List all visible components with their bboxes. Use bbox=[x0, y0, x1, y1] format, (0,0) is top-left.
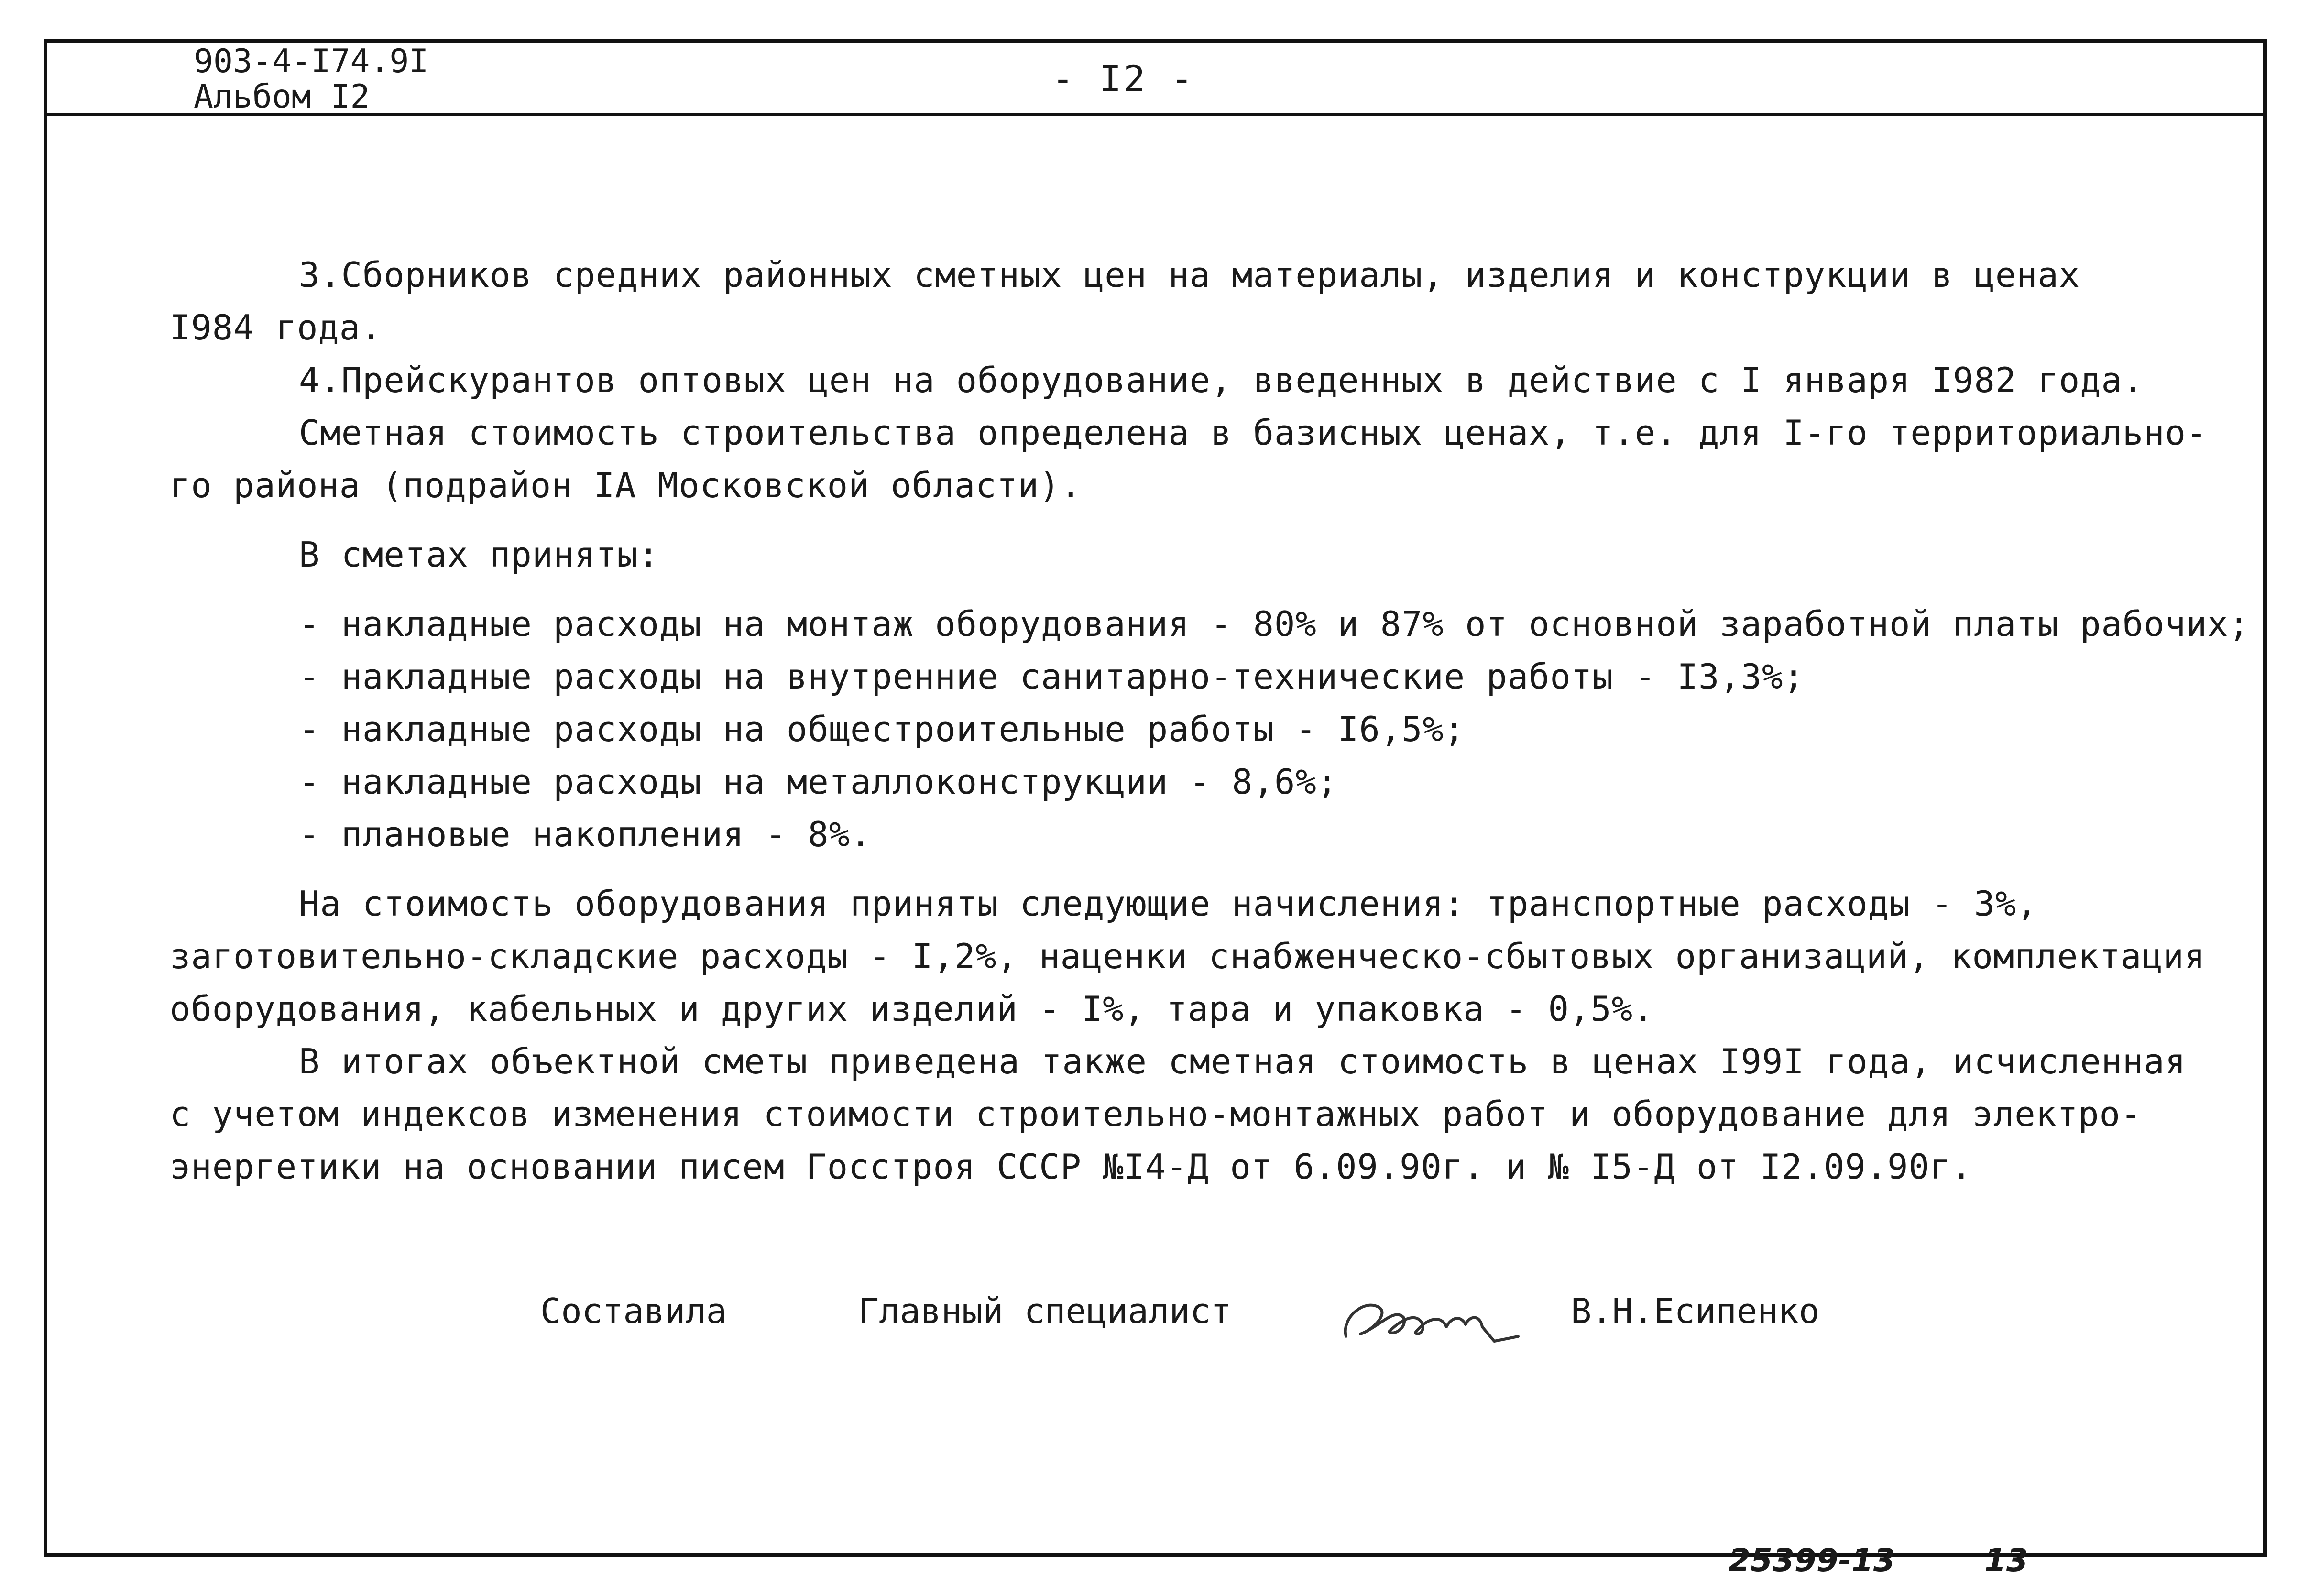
list-item-3: - накладные расходы на общестроительные работы - I6,5%; bbox=[299, 709, 1466, 749]
body-line-3: 4.Прейскурантов оптовых цен на оборудование, введенных в действие с I января I982 года. bbox=[299, 360, 2144, 400]
body-line-5: го района (подрайон IA Московской области). bbox=[170, 465, 1082, 505]
list-item-1: - накладные расходы на монтаж оборудования - 80% и 87% от основной заработной платы рабочих; bbox=[299, 604, 2250, 644]
page-number: - I2 - bbox=[1052, 57, 1195, 100]
sheet-number: 13 bbox=[1984, 1542, 2028, 1579]
body-line-4: Сметная стоимость строительства определена в базисных ценах, т.е. для I-го территориально- bbox=[299, 413, 2208, 453]
handwritten-signature bbox=[1336, 1289, 1537, 1351]
position-label: Главный специалист bbox=[858, 1291, 1232, 1331]
body-line-2: I984 года. bbox=[170, 307, 382, 348]
body-line-11: с учетом индексов изменения стоимости строительно-монтажных работ и оборудование для электро- bbox=[170, 1094, 2142, 1134]
album-label: Альбом I2 bbox=[194, 78, 370, 116]
body-line-8: заготовительно-складские расходы - I,2%, наценки снабженческо-сбытовых организаций, комплектация bbox=[170, 936, 2206, 976]
signer-name: В.Н.Есипенко bbox=[1571, 1291, 1820, 1331]
body-line-10: В итогах объектной сметы приведена также сметная стоимость в ценах I99I года, исчисленная bbox=[299, 1041, 2186, 1082]
body-line-12: энергетики на основании писем Госстроя СССР №I4-Д от 6.09.90г. и № I5-Д от I2.09.90г. bbox=[170, 1147, 1972, 1187]
body-line-1: 3.Сборников средних районных сметных цен на материалы, изделия и конструкции в ценах bbox=[299, 255, 2080, 295]
body-line-6: В сметах приняты: bbox=[299, 535, 659, 575]
compiled-by-label: Составила bbox=[540, 1291, 727, 1331]
list-item-4: - накладные расходы на металлоконструкции - 8,6%; bbox=[299, 762, 1338, 802]
list-item-5: - плановые накопления - 8%. bbox=[299, 814, 872, 854]
doc-code: 903-4-I74.9I bbox=[194, 43, 429, 80]
body-line-7: На стоимость оборудования приняты следующие начисления: транспортные расходы - 3%, bbox=[299, 884, 2038, 924]
document-code-block bbox=[194, 44, 428, 115]
list-item-2: - накладные расходы на внутренние санитарно-технические работы - I3,3%; bbox=[299, 656, 1805, 697]
body-line-9: оборудования, кабельных и других изделий - I%, тара и упаковка - 0,5%. bbox=[170, 989, 1654, 1029]
inventory-number: 25399-13 bbox=[1729, 1542, 1895, 1579]
